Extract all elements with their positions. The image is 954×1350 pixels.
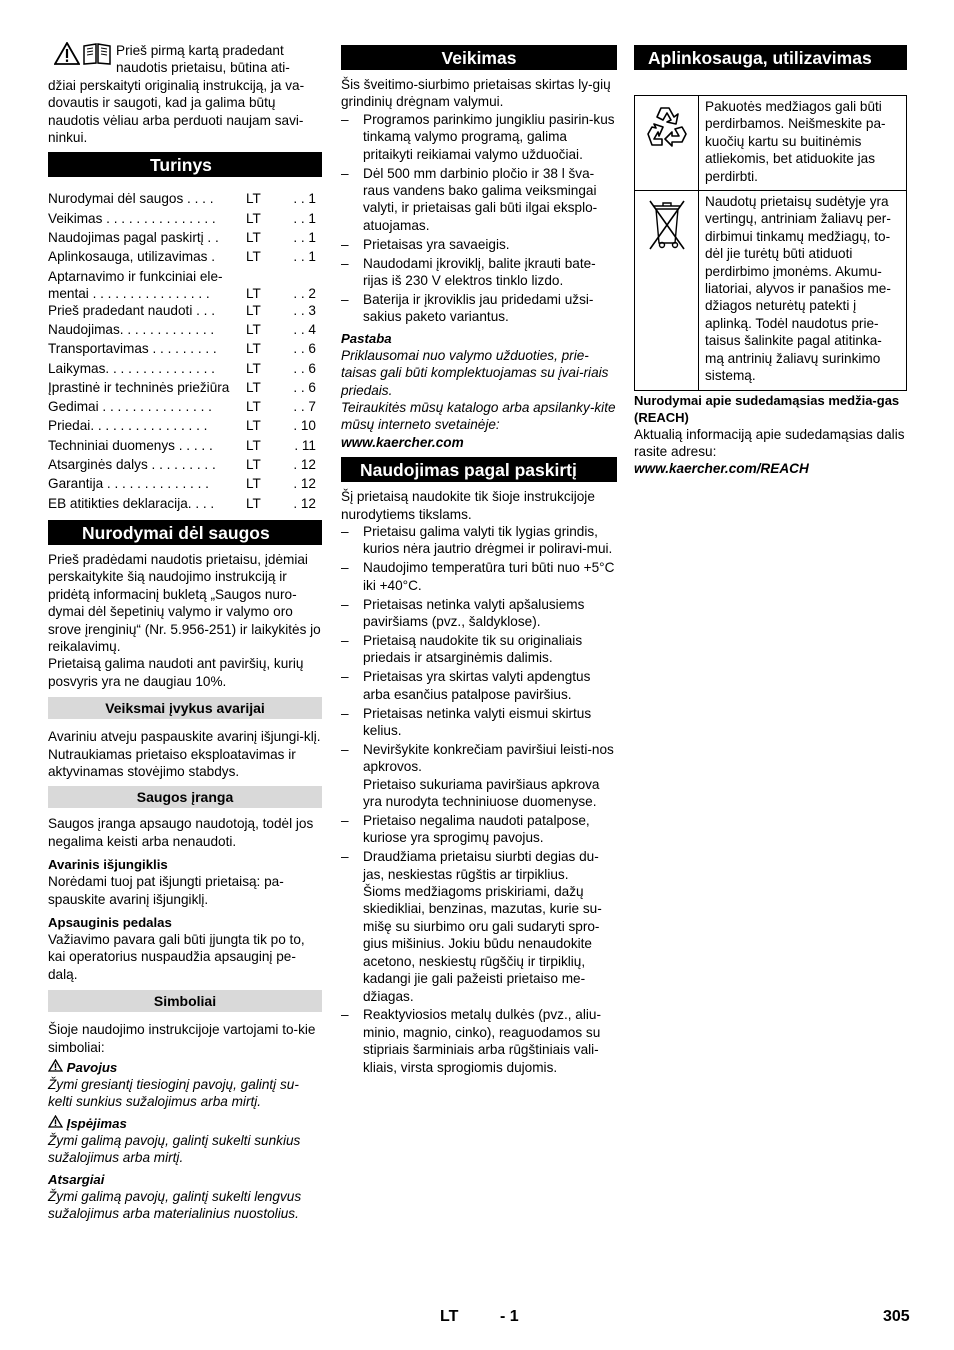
footer-page-number: 305: [883, 1308, 910, 1325]
toc-row[interactable]: [48, 340, 322, 359]
safety-paragraph-1: Prieš pradėdami naudotis prietaisu, įdėmiai perskaitykite šią naudojimo instrukciją ir pridėtą informacinį bukletą „Saugos nuro-dymai dėl šepetinių valymo ir valymo oro srove įrenginių“ (Nr. 5.956-251) ir laikykitės jo reikalavimų.: [48, 551, 321, 654]
toc-entry-page: . 12: [293, 476, 316, 492]
list-item-solvents: [341, 848, 617, 1005]
reach-text: Aktualią informaciją apie sudedamąsias dalis rasite adresu:: [634, 426, 905, 459]
caution-label: Atsargiai: [48, 1171, 105, 1187]
note-label: Pastaba: [341, 330, 392, 346]
column-right: [634, 42, 907, 478]
environment-table: [634, 95, 907, 391]
list-item: – Prietaisą naudokite tik su originaliais priedais ir atsarginėmis dalimis.: [341, 632, 617, 667]
safety-pedal-heading: Apsauginis pedalas: [48, 914, 172, 930]
operation-heading: Veikimas: [341, 45, 617, 70]
toc-entry-lang: LT: [246, 321, 261, 337]
toc-entry-page: . . 3: [293, 302, 316, 318]
toc-entry-lang: LT: [246, 399, 261, 415]
toc-entry-page: . . 2: [293, 285, 316, 301]
danger-text: Žymi gresiantį tiesioginį pavojų, galintį su-kelti sunkius sužalojimus arba mirtį.: [48, 1077, 299, 1110]
toc-entry-label: Prieš pradedant naudoti . . .: [48, 302, 216, 318]
warning-small-triangle-icon: [48, 1116, 67, 1131]
toc-entry-page: . . 1: [293, 249, 316, 265]
list-item: – Naudojimo temperatūra turi būti nuo +5°C iki +40°C.: [341, 559, 617, 594]
list-item-text: Draudžiama prietaisu siurbti degias du-jas, neskiestas rūgštis ar tirpiklius.: [363, 849, 599, 882]
toc-entry-page: . 10: [293, 418, 316, 434]
safety-pedal-text: Važiavimo pavara gali būti įjungta tik po to, kai operatorius nuspaudžia apsauginį pe-dalą.: [48, 931, 305, 982]
toc-entry-label: Techniniai duomenys . . . . .: [48, 437, 213, 453]
toc-row[interactable]: [48, 437, 322, 456]
list-item: – Prietaisas netinka valyti eismui skirtus kelius.: [341, 705, 617, 740]
toc-entry-label: Naudojimas pagal paskirtį . .: [48, 230, 219, 246]
intro-block: [48, 42, 322, 146]
toc-entry-label: Transportavimas . . . . . . . . .: [48, 341, 217, 357]
warning-label: Įspėjimas: [66, 1115, 127, 1131]
toc-entry-page: . . 4: [293, 321, 316, 337]
toc-entry-lang: LT: [246, 302, 261, 318]
list-item: – Prietaiso negalima naudoti patalpose, kuriose yra sprogimų pavojus.: [341, 812, 617, 847]
symbols-heading: Simboliai: [48, 990, 322, 1012]
intro-line-1: Prieš pirmą kartą pradedant: [116, 43, 284, 58]
list-item: – Dėl 500 mm darbinio pločio ir 38 l šva-raus vandens bako galima veiksmingai valyti, ir prietaisas gali būti ilgai eksplo-atuojamas.: [341, 165, 617, 235]
toc-entry-page: . . 7: [293, 399, 316, 415]
intro-text: džiai perskaityti originalią instrukciją, ja va-dovautis ir saugoti, kad ja galima būtų naudotis vėliau arba perduoti naujam savi-ninkui.: [48, 77, 305, 146]
toc-entry-label: Priedai. . . . . . . . . . . . . . . .: [48, 418, 208, 434]
emergency-text: Avariniu atveju paspauskite avarinį išjungi-klį. Nutraukiamas prietaiso eksploatavimas ir aktyvinamas stovėjimo stabdys.: [48, 729, 321, 779]
toc-entry-lang: LT: [246, 249, 261, 265]
toc-entry-label: Atsarginės dalys . . . . . . . . .: [48, 457, 216, 472]
device-icon-cell: [635, 191, 699, 390]
toc-entry-lang: LT: [246, 210, 261, 226]
safety-heading: Nurodymai dėl saugos: [48, 520, 322, 545]
toc-entry-lang: LT: [246, 341, 261, 357]
toc-entry-label: Laikymas. . . . . . . . . . . . . . .: [48, 360, 215, 376]
list-item-text: Neviršykite konkrečiam paviršiui leisti-nos apkrovos.: [363, 741, 614, 775]
toc-row[interactable]: [48, 321, 322, 340]
toc-entry-page: . . 6: [293, 379, 316, 395]
toc-row[interactable]: [48, 475, 322, 494]
toc-entry-label: Aptarnavimo ir funkciniai ele-mentai . . . . . . . . . . . . . . . .: [48, 268, 223, 301]
column-left: [48, 42, 322, 1222]
toc-row[interactable]: [48, 210, 322, 229]
toc-entry-lang: LT: [246, 285, 261, 301]
toc-entry-lang: LT: [246, 457, 261, 472]
list-item: – Naudodami įkroviklį, balite įkrauti bate-rijas iš 230 V elektros tinklo lizdo.: [341, 255, 617, 290]
list-item: – Prietaisas yra savaeigis.: [341, 236, 617, 253]
footer-language: LT: [440, 1308, 459, 1325]
toc-entry-page: . 11: [294, 437, 316, 453]
toc-entry-page: . . 6: [293, 341, 316, 357]
toc-entry-lang: LT: [246, 476, 261, 492]
toc-entry-lang: LT: [246, 230, 261, 246]
column-middle: [341, 42, 617, 1078]
packaging-text: Pakuotės medžiagos gali būti perdirbamos. Neišmeskite pa-kuočių kartu su buitinėmis atliekomis, bet atiduokite jas perdirbti.: [699, 96, 907, 191]
toc-row[interactable]: [48, 302, 322, 321]
reach-heading: Nurodymai apie sudedamąsias medžia-gas (REACH): [634, 392, 900, 425]
equipment-text: Saugos įranga apsaugo naudotoją, todėl jos negalima keisti arba nenaudoti.: [48, 816, 314, 849]
toc-row[interactable]: [48, 360, 322, 379]
toc-entry-page: . . 1: [293, 191, 316, 207]
toc-row[interactable]: [48, 190, 322, 209]
toc-row[interactable]: [48, 379, 322, 398]
intended-use-intro: Šį prietaisą naudokite tik šioje instrukcijoje nurodytiems tikslams.: [341, 489, 595, 522]
symbols-intro: Šioje naudojimo instrukcijoje vartojami to-kie simboliai:: [48, 1022, 316, 1055]
caution-text: Žymi galimą pavojų, galintį sukelti lengvus sužalojimus arba materialinius nuostolius.: [48, 1188, 302, 1222]
toc-row[interactable]: [48, 398, 322, 417]
toc-entry-page: . 12: [293, 495, 316, 511]
toc-entry-label: Įprastinė ir techninės priežiūra: [48, 379, 230, 395]
toc-row[interactable]: [48, 248, 322, 267]
list-item: – Prietaisu galima valyti tik lygias grindis, kurios nėra jautrio drėgmei ir poliravi-mui.: [341, 523, 617, 558]
solvents-note: Šioms medžiagoms priskiriami, dažų skiedikliai, benzinas, mazutas, kurie su-mišę su siurbimo oru gali sudaryti spro-gius mišinius. Jokiu būdu nenaudokite acetono, neskiestų rūgščių ir tirpiklių, kadangi jie gali pažeisti prietaiso me-džiagas.: [363, 884, 602, 1004]
toc-row[interactable]: [48, 495, 322, 514]
toc-entry-lang: LT: [246, 379, 261, 395]
toc-row[interactable]: [48, 417, 322, 436]
crossed-bin-icon: [645, 241, 689, 256]
toc-table: [48, 190, 322, 513]
footer-section: - 1: [500, 1308, 519, 1325]
recycling-icon: [641, 140, 693, 155]
toc-entry-page: . . 1: [293, 230, 316, 246]
toc-heading: Turinys: [48, 152, 322, 177]
toc-entry-label: EB atitikties deklaracija. . . .: [48, 495, 215, 511]
list-item: – Reaktyviosios metalų dulkės (pvz., aliu-minio, magnio, cinko), reaguodamos su stipriais šarminiais arba rūgštiniais vali-kliais, virsta sprogiomis dujomis.: [341, 1006, 617, 1076]
list-item-load: [341, 741, 617, 811]
toc-entry-page: . . 6: [293, 360, 316, 376]
note-text-2: Teiraukitės mūsų katalogo arba apsilanky-kite mūsų interneto svetainėje:: [341, 399, 616, 433]
toc-entry-label: Aplinkosauga, utilizavimas .: [48, 249, 215, 265]
packaging-icon-cell: [635, 96, 699, 191]
toc-entry-page: . . 1: [293, 210, 316, 226]
toc-entry-lang: LT: [246, 418, 261, 434]
intended-use-list: [341, 523, 617, 1076]
toc-row[interactable]: [48, 229, 322, 248]
device-text: Naudotų prietaisų sudėtyje yra vertingų, antriniam žaliavų per-dirbimui tinkamų medžiagų, to-dėl jie turėtų būti atiduoti perdirbimo įmonėms. Akumu-liatoriai, alyvos ir panašios me-džiagos neturėtų patekti į aplinką. Todėl naudotus prie-taisus šalinkite pagal atitinka-mą antrinių žaliavų surinkimo sistemą.: [699, 191, 907, 390]
load-note: Prietaiso sukuriama paviršiaus apkrova yra nurodyta techniniuose duomenyse.: [363, 776, 600, 810]
toc-entry-lang: LT: [246, 360, 261, 376]
toc-entry-lang: LT: [246, 495, 261, 511]
toc-entry-label: Nurodymai dėl saugos . . . .: [48, 191, 214, 207]
environment-heading: Aplinkosauga, utilizavimas: [634, 45, 907, 70]
equipment-heading: Saugos įranga: [48, 786, 322, 808]
intended-use-heading: Naudojimas pagal paskirtį: [341, 457, 617, 482]
operation-intro: Šis šveitimo-siurbimo prietaisas skirtas ly-gių grindinių drėgnam valymui.: [341, 77, 611, 110]
safety-paragraph-2: Prietaisą galima naudoti ant paviršių, kurių posvyris yra ne daugiau 10%.: [48, 656, 304, 689]
emergency-switch-text: Norėdami tuoj pat išjungti prietaisą: pa-spauskite avarinį išjungiklį.: [48, 874, 284, 907]
manual-book-icon: [82, 43, 112, 68]
operation-list: [341, 111, 617, 326]
warning-triangle-icon: [54, 42, 80, 68]
toc-entry-label: Veikimas . . . . . . . . . . . . . . .: [48, 210, 216, 226]
warning-label-row: [48, 1115, 322, 1132]
toc-entry-page: . 12: [293, 457, 316, 472]
intro-line-2: naudotis prietaisu, būtina ati-: [116, 60, 290, 76]
emergency-heading: Veiksmai įvykus avarijai: [48, 697, 322, 719]
reach-link[interactable]: www.kaercher.com/REACH: [634, 461, 809, 477]
toc-entry-lang: LT: [246, 437, 261, 453]
danger-label: Pavojus: [66, 1060, 118, 1076]
warning-text: Žymi galimą pavojų, galintį sukelti sunkius sužalojimus arba mirtį.: [48, 1132, 301, 1166]
list-item: – Prietaisas yra skirtas valyti apdengtus arba esančius patalpose paviršius.: [341, 668, 617, 703]
danger-triangle-icon: [48, 1060, 67, 1075]
toc-entry-label: Gedimai . . . . . . . . . . . . . . .: [48, 399, 212, 415]
list-item: – Prietaisas netinka valyti apšalusiems paviršiams (pvz., šaldyklose).: [341, 596, 617, 631]
list-item: – Programos parinkimo jungikliu pasirin-kus tinkamą valymo programą, galima pritaikyti reikiamai valymo užduočiai.: [341, 111, 617, 163]
toc-entry-label: Naudojimas. . . . . . . . . . . . .: [48, 321, 215, 337]
emergency-switch-heading: Avarinis išjungiklis: [48, 857, 168, 873]
toc-entry-label: Garantija . . . . . . . . . . . . . .: [48, 476, 209, 492]
danger-label-row: [48, 1059, 322, 1076]
toc-row[interactable]: [48, 456, 322, 475]
note-text: Priklausomai nuo valymo užduoties, prie-taisas gali būti komplektuojamas su įvai-riais priedais.: [341, 347, 609, 398]
list-item: – Baterija ir įkroviklis jau pridedami užsi-sakius paketo variantus.: [341, 291, 617, 326]
toc-entry-lang: LT: [246, 191, 261, 207]
website-link[interactable]: www.kaercher.com: [341, 434, 464, 450]
toc-row[interactable]: [48, 268, 322, 302]
